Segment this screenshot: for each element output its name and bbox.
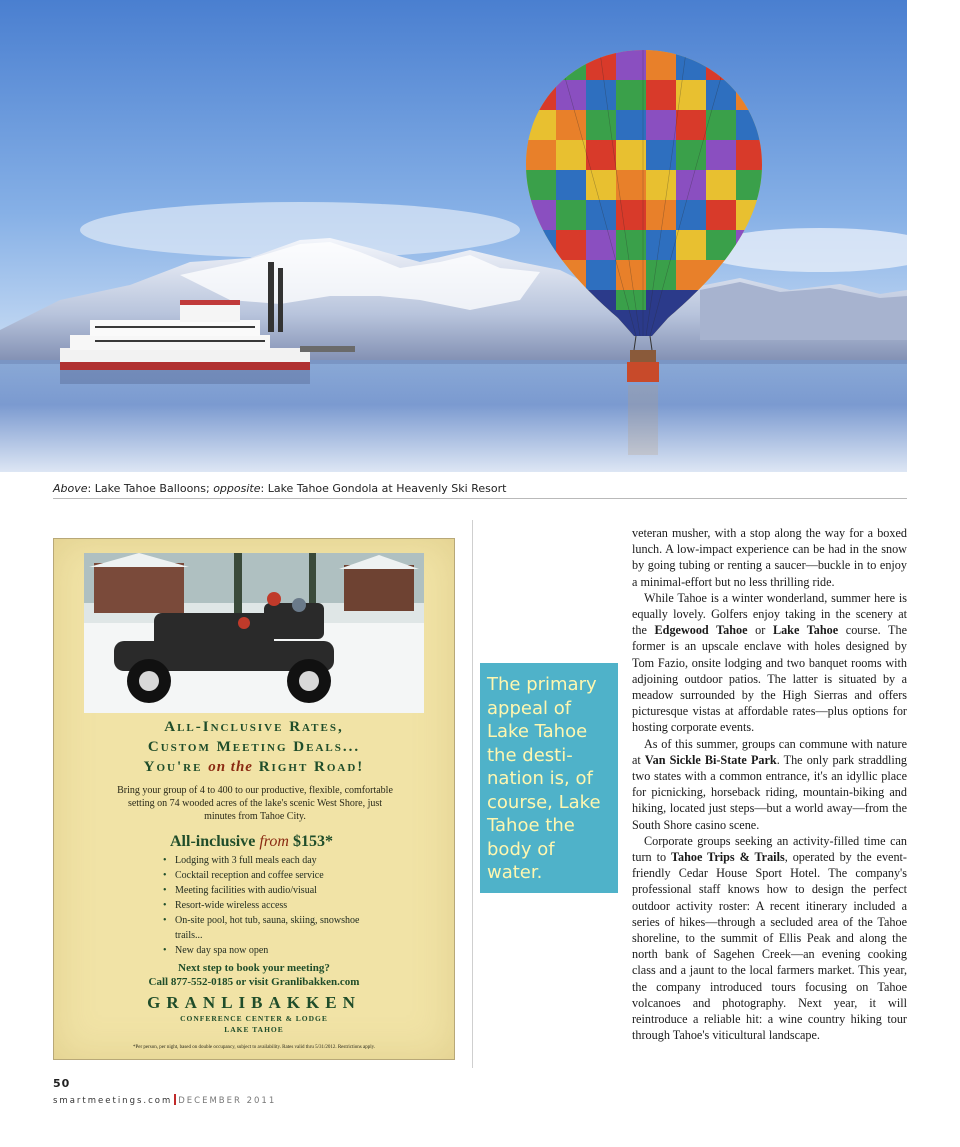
footer-date: DECEMBER 2011	[178, 1096, 277, 1106]
article-text: Corporate groups seeking an activity-filled time can turn to	[632, 833, 907, 865]
ad-brand-subtitle	[54, 1013, 454, 1035]
article-paragraph	[632, 833, 907, 1044]
article-bold: Tahoe Trips & Trails	[671, 850, 785, 865]
article-bold: Edgewood Tahoe	[654, 623, 748, 638]
ad-headline-line3-em: on the	[208, 759, 253, 775]
ad-feature-list	[162, 853, 382, 958]
ad-feature-item: • Cocktail reception and coffee service	[162, 868, 382, 883]
ad-price-label: All-inclusive	[170, 833, 260, 850]
footer-separator	[174, 1094, 176, 1105]
lake-tahoe-balloon-image	[0, 0, 907, 472]
ad-feature-item: • Resort-wide wireless access	[162, 898, 382, 913]
ad-fine-print: *Per person, per night, based on double occupancy, subject to availability. Rates valid thru 5/31/2012. Restrictions apply.	[132, 1045, 376, 1050]
article-text: or	[747, 623, 773, 638]
column-divider	[472, 520, 473, 1068]
granlibakken-advertisement	[53, 538, 455, 1060]
page-number: 50	[53, 1077, 71, 1090]
ad-headline-line3-b: Right Road!	[252, 759, 365, 775]
vintage-car-snow-photo	[84, 553, 424, 713]
caption-label-opposite: opposite	[213, 482, 261, 495]
ad-call-to-action	[104, 961, 404, 989]
caption-divider	[53, 498, 907, 499]
article-text: As of this summer, groups can commune with nature at	[632, 736, 907, 767]
article-paragraph: veteran musher, with a stop along the way for a boxed lunch. A low-impact experience can be had in the snow by going tubing or renting a saucer—buckle in to enjoy a minimal-effort but no less thrilling ride.	[632, 526, 907, 589]
ad-cta-line1: Next step to book your meeting?	[178, 962, 330, 974]
article-paragraph	[632, 736, 907, 833]
article-text: , operated by the event-friendly Cedar House Sport Hotel. The company's professional staff knows how to design the perfect outdoor activity roster: A recent itinerary included a series of hikes—through a secluded area of the Tahoe shoreline, to the summit of Ellis Peak and along the north bank of Sagehen Creek—an evening cooking class and a jaunt to the local farmers market. This year, the company introduced tours focusing on Tahoe volcanoes and photography. Next year, it will reintroduce a reliable hit: a wine country hiking tour through Tahoe's viticultural landscape.	[632, 850, 907, 1043]
ad-feature-item: • On-site pool, hot tub, sauna, skiing, snowshoe trails...	[162, 913, 382, 943]
photo-caption	[53, 482, 506, 495]
caption-text-opposite: : Lake Tahoe Gondola at Heavenly Ski Resort	[260, 482, 507, 495]
ad-feature-item: • New day spa now open	[162, 943, 382, 958]
article-bold: Van Sickle Bi-State Park	[644, 752, 777, 767]
article-text: course. The former is an upscale enclave with holes designed by Tom Fazio, onsite lodging and two banquet rooms with adjoining outdoor patios. The latter is situated by a meadow surrounded by the High Sierras and offers picturesque vistas at affordable rates—plus options for hosting corporate events.	[632, 623, 908, 735]
ad-brand-sub2: LAKE TAHOE	[224, 1025, 284, 1034]
caption-label-above: Above	[53, 482, 88, 495]
ad-headline-line3	[54, 757, 454, 777]
article-body	[632, 525, 907, 1044]
ad-headline-line1: All-Inclusive Rates,	[164, 719, 344, 735]
ad-headline-line2: Custom Meeting Deals...	[147, 739, 361, 755]
pull-quote	[480, 663, 618, 893]
caption-text-above: : Lake Tahoe Balloons;	[87, 482, 214, 495]
ad-brand-sub1: CONFERENCE CENTER & LODGE	[180, 1014, 328, 1023]
footer-site: smartmeetings.com	[53, 1096, 173, 1106]
article-text: . The only park straddling two states with a common entrance, it's an idyllic place for picnicking, horseback riding, mountain-biking and hiking, located just steps—but a world away—from the South Shore casino scene.	[632, 752, 908, 832]
ad-feature-item: • Lodging with 3 full meals each day	[162, 853, 382, 868]
ad-brand-name: GRANLIBAKKEN	[147, 993, 361, 1012]
ad-description: Bring your group of 4 to 400 to our productive, flexible, comfortable setting on 74 wooded acres of the lake's scenic West Shore, just minutes from Tahoe City.	[117, 785, 393, 822]
article-paragraph	[632, 590, 907, 736]
hero-photo	[0, 0, 907, 472]
ad-price-value: $153*	[288, 833, 333, 850]
page-footer	[53, 1094, 276, 1106]
ad-headline	[54, 717, 454, 777]
ad-cta-line2: Call 877-552-0185 or visit Granlibakken.com	[148, 976, 360, 988]
ad-price	[170, 833, 333, 851]
article-text: While Tahoe is a winter wonderland, summer here is equally lovely. Golfers enjoy taking in the scenery at the	[632, 590, 907, 638]
pull-quote-text: The primary appeal of Lake Tahoe the desti-nation is, of course, Lake Tahoe the body of water.	[487, 674, 601, 883]
ad-price-from: from	[259, 833, 289, 850]
ad-headline-line3-a: You're	[143, 759, 209, 775]
article-bold: Lake Tahoe	[772, 623, 839, 638]
ad-feature-item: • Meeting facilities with audio/visual	[162, 883, 382, 898]
